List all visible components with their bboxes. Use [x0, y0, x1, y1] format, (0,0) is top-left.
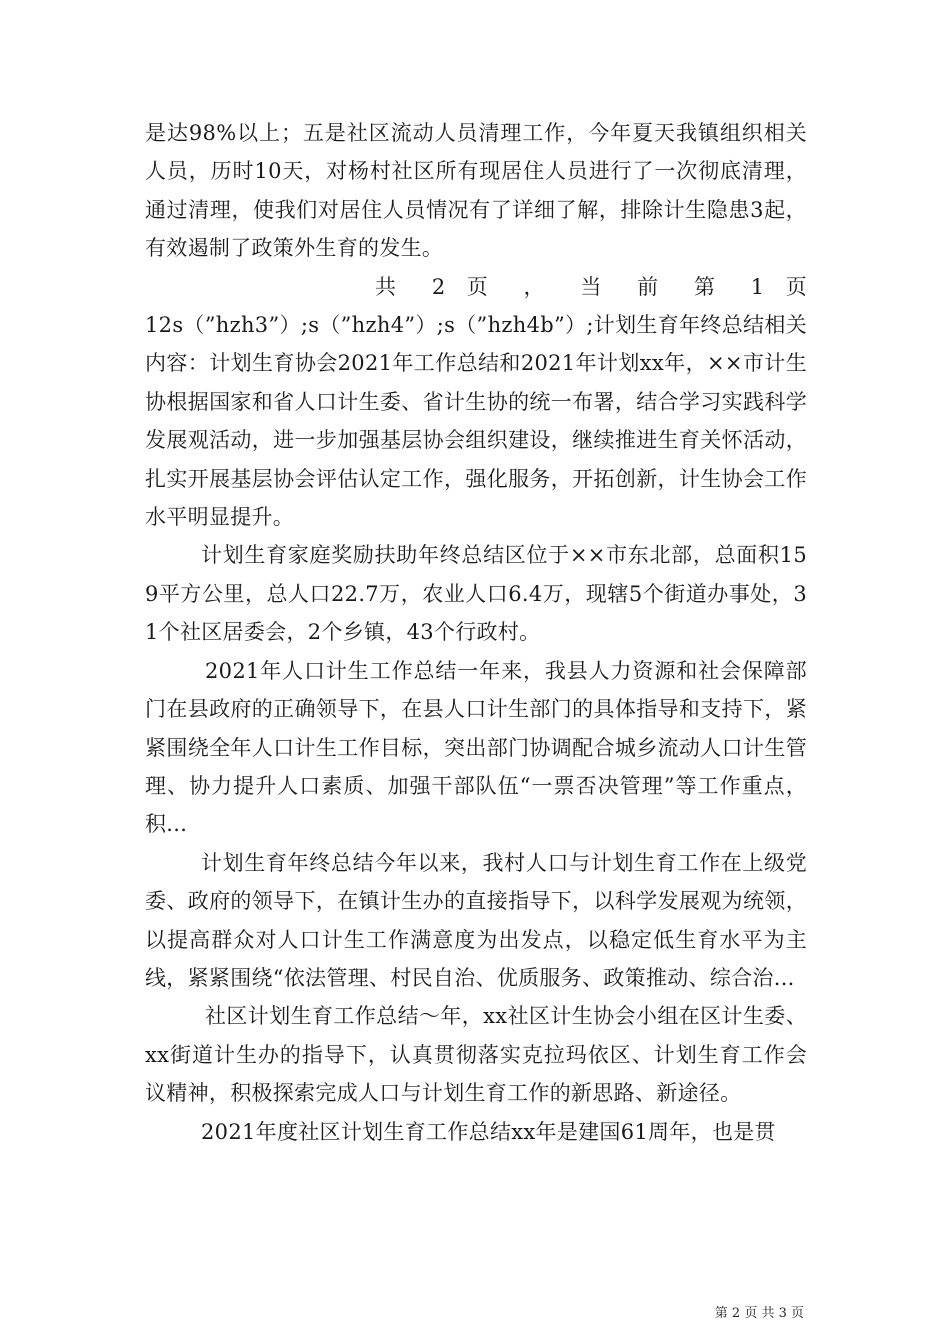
paragraph-7: 2021年度社区计划生育工作总结xx年是建国61周年，也是贯: [201, 1119, 776, 1144]
paragraph-6: 社区计划生育工作总结～年，xx社区计生协会小组在区计生委、xx街道计生办的指导下，认真贯彻落实克拉玛依区、计划生育工作会议精神，积极探索完成人口与计划生育工作的新思路、新途径。: [145, 1004, 807, 1106]
paragraph-3: 计划生育家庭奖励扶助年终总结区位于××市东北部，总面积159平方公里，总人口22.7万，农业人口6.4万，现辖5个街道办事处，31个社区居委会，2个乡镇，43个行政村。: [145, 543, 807, 645]
paragraph-5: 计划生育年终总结今年以来，我村人口与计划生育工作在上级党委、政府的领导下，在镇计生办的直接指导下，以科学发展观为统领，以提高群众对人口计生工作满意度为出发点，以稳定低生育水平为主线，紧紧围绕“依法管理、村民自治、优质服务、政策推动、综合治...: [145, 850, 807, 990]
page-counter-line: 共 2 页 ， 当 前 第 1 页: [375, 274, 807, 299]
paragraph-1: 是达98%以上；五是社区流动人员清理工作，今年夏天我镇组织相关人员，历时10天，对杨村社区所有现居住人员进行了一次彻底清理，通过清理，使我们对居住人员情况有了详细了解，排除计生隐患3起，有效遏制了政策外生育的发生。: [145, 121, 807, 261]
page-footer: 第 2 页 共 3 页: [714, 1306, 804, 1321]
paragraph-4: 2021年人口计生工作总结一年来，我县人力资源和社会保障部门在县政府的正确领导下，在县人口计生部门的具体指导和支持下，紧紧围绕全年人口计生工作目标，突出部门协调配合城乡流动人口计生管理、协力提升人口素质、加强干部队伍“一票否决管理”等工作重点，积...: [145, 658, 807, 837]
document-body: [145, 114, 807, 1151]
paragraph-2: 12s（”hzh3”）;s（”hzh4”）;s（”hzh4b”）;计划生育年终总结相关内容：计划生育协会2021年工作总结和2021年计划xx年，××市计生协根据国家和省人口计生委、省计生协的统一布署，结合学习实践科学发展观活动，进一步加强基层协会组织建设，继续推进生育关怀活动，扎实开展基层协会评估认定工作，强化服务，开拓创新，计生协会工作水平明显提升。: [145, 313, 807, 530]
